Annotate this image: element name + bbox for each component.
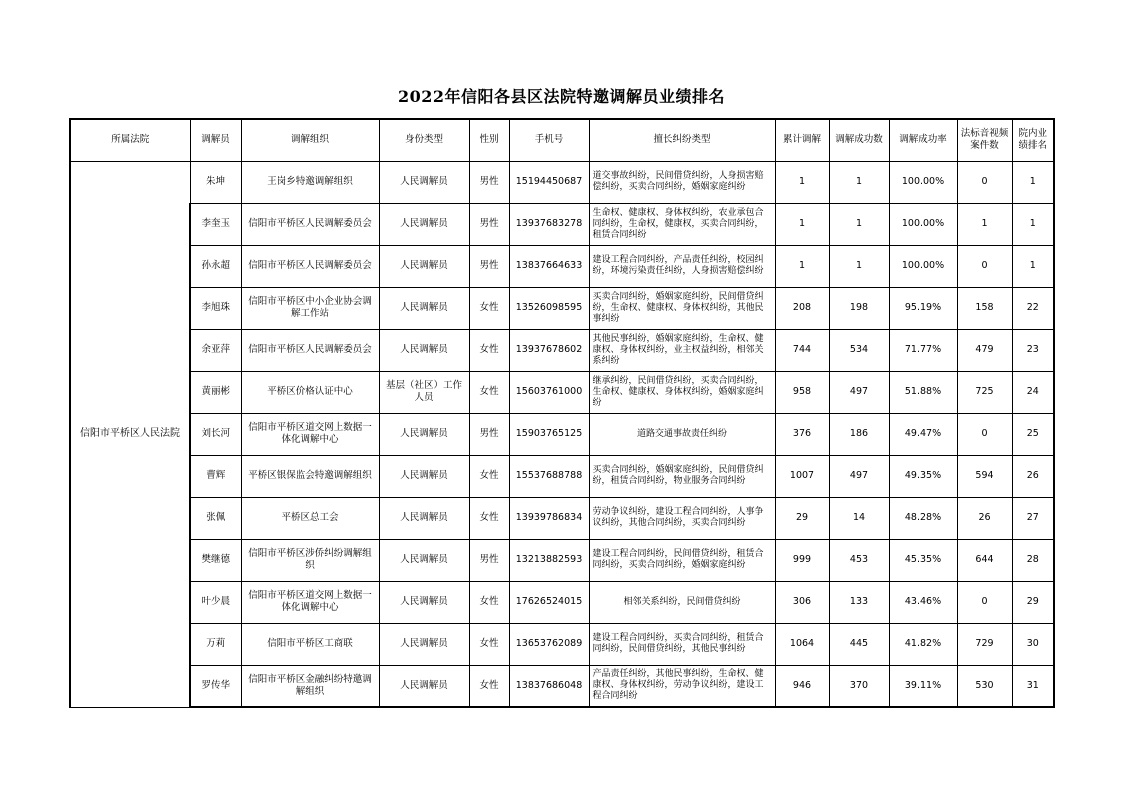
specialty-cell: 生命权、健康权、身体权纠纷，农业承包合同纠纷，生命权，健康权，买卖合同纠纷，租赁合同纠纷 (589, 203, 775, 245)
org-cell: 王岗乡特邀调解组织 (241, 161, 379, 203)
header-org: 调解组织 (241, 119, 379, 161)
success-cell: 445 (829, 623, 889, 665)
rate-cell: 71.77% (889, 329, 957, 371)
total-cell: 999 (775, 539, 829, 581)
specialty-cell: 道路交通事故责任纠纷 (589, 413, 775, 455)
video-cell: 644 (957, 539, 1012, 581)
success-cell: 1 (829, 161, 889, 203)
rank-cell: 31 (1012, 665, 1054, 707)
specialty-cell: 其他民事纠纷，婚姻家庭纠纷，生命权、健康权、身体权纠纷，业主权益纠纷，相邻关系纠纷 (589, 329, 775, 371)
gender-cell: 男性 (469, 539, 509, 581)
total-cell: 306 (775, 581, 829, 623)
phone-cell: 13937678602 (509, 329, 589, 371)
org-cell: 信阳市平桥区金融纠纷特邀调解组织 (241, 665, 379, 707)
table-row (70, 497, 1054, 539)
phone-cell: 13653762089 (509, 623, 589, 665)
specialty-cell: 建设工程合同纠纷，产品责任纠纷，校园纠纷，环境污染责任纠纷，人身损害赔偿纠纷 (589, 245, 775, 287)
total-cell: 208 (775, 287, 829, 329)
rank-cell: 25 (1012, 413, 1054, 455)
specialty-cell: 产品责任纠纷，其他民事纠纷，生命权、健康权、身体权纠纷，劳动争议纠纷，建设工程合同纠纷 (589, 665, 775, 707)
gender-cell: 男性 (469, 161, 509, 203)
phone-cell: 13526098595 (509, 287, 589, 329)
org-cell: 平桥区银保监会特邀调解组织 (241, 455, 379, 497)
header-specialty: 擅长纠纷类型 (589, 119, 775, 161)
mediator-cell: 刘长河 (190, 413, 241, 455)
rank-cell: 1 (1012, 203, 1054, 245)
success-cell: 1 (829, 203, 889, 245)
success-cell: 14 (829, 497, 889, 539)
phone-cell: 15537688788 (509, 455, 589, 497)
rate-cell: 41.82% (889, 623, 957, 665)
rate-cell: 51.88% (889, 371, 957, 413)
gender-cell: 男性 (469, 245, 509, 287)
video-cell: 1 (957, 203, 1012, 245)
org-cell: 信阳市平桥区涉侨纠纷调解组织 (241, 539, 379, 581)
rank-cell: 24 (1012, 371, 1054, 413)
table-row (70, 413, 1054, 455)
rate-cell: 100.00% (889, 203, 957, 245)
identity-cell: 基层（社区）工作人员 (379, 371, 469, 413)
org-cell: 信阳市平桥区中小企业协会调解工作站 (241, 287, 379, 329)
table-row (70, 203, 1054, 245)
gender-cell: 女性 (469, 371, 509, 413)
phone-cell: 13837664633 (509, 245, 589, 287)
total-cell: 29 (775, 497, 829, 539)
total-cell: 1064 (775, 623, 829, 665)
header-gender: 性别 (469, 119, 509, 161)
identity-cell: 人民调解员 (379, 287, 469, 329)
video-cell: 26 (957, 497, 1012, 539)
gender-cell: 女性 (469, 329, 509, 371)
success-cell: 198 (829, 287, 889, 329)
video-cell: 0 (957, 581, 1012, 623)
total-cell: 946 (775, 665, 829, 707)
rate-cell: 49.47% (889, 413, 957, 455)
gender-cell: 女性 (469, 497, 509, 539)
gender-cell: 女性 (469, 455, 509, 497)
page-title: 2022年信阳各县区法院特邀调解员业绩排名 (397, 87, 726, 106)
rank-cell: 1 (1012, 161, 1054, 203)
org-cell: 信阳市平桥区人民调解委员会 (241, 245, 379, 287)
identity-cell: 人民调解员 (379, 581, 469, 623)
org-cell: 信阳市平桥区道交网上数据一体化调解中心 (241, 413, 379, 455)
gender-cell: 男性 (469, 203, 509, 245)
video-cell: 530 (957, 665, 1012, 707)
specialty-cell: 相邻关系纠纷，民间借贷纠纷 (589, 581, 775, 623)
mediator-cell: 李旭珠 (190, 287, 241, 329)
video-cell: 725 (957, 371, 1012, 413)
video-cell: 479 (957, 329, 1012, 371)
gender-cell: 女性 (469, 623, 509, 665)
success-cell: 453 (829, 539, 889, 581)
phone-cell: 13837686048 (509, 665, 589, 707)
table-row (70, 665, 1054, 707)
rate-cell: 45.35% (889, 539, 957, 581)
video-cell: 594 (957, 455, 1012, 497)
header-row (70, 119, 1054, 161)
gender-cell: 女性 (469, 581, 509, 623)
specialty-cell: 建设工程合同纠纷，买卖合同纠纷，租赁合同纠纷，民间借贷纠纷，其他民事纠纷 (589, 623, 775, 665)
identity-cell: 人民调解员 (379, 665, 469, 707)
mediator-cell: 罗传华 (190, 665, 241, 707)
table-row (70, 329, 1054, 371)
table-row (70, 161, 1054, 203)
total-cell: 958 (775, 371, 829, 413)
video-cell: 158 (957, 287, 1012, 329)
rate-cell: 100.00% (889, 245, 957, 287)
specialty-cell: 道交事故纠纷，民间借贷纠纷，人身损害赔偿纠纷，买卖合同纠纷，婚姻家庭纠纷 (589, 161, 775, 203)
rank-cell: 22 (1012, 287, 1054, 329)
identity-cell: 人民调解员 (379, 623, 469, 665)
mediator-cell: 樊继德 (190, 539, 241, 581)
total-cell: 1 (775, 203, 829, 245)
org-cell: 信阳市平桥区道交网上数据一体化调解中心 (241, 581, 379, 623)
table-row (70, 623, 1054, 665)
phone-cell: 17626524015 (509, 581, 589, 623)
table-row (70, 245, 1054, 287)
mediator-cell: 黄丽彬 (190, 371, 241, 413)
total-cell: 744 (775, 329, 829, 371)
rank-cell: 30 (1012, 623, 1054, 665)
org-cell: 信阳市平桥区工商联 (241, 623, 379, 665)
identity-cell: 人民调解员 (379, 245, 469, 287)
rate-cell: 48.28% (889, 497, 957, 539)
mediator-cell: 朱坤 (190, 161, 241, 203)
gender-cell: 女性 (469, 287, 509, 329)
org-cell: 平桥区总工会 (241, 497, 379, 539)
success-cell: 1 (829, 245, 889, 287)
table-row (70, 287, 1054, 329)
mediator-cell: 万莉 (190, 623, 241, 665)
specialty-cell: 买卖合同纠纷，婚姻家庭纠纷，民间借贷纠纷，租赁合同纠纷，物业服务合同纠纷 (589, 455, 775, 497)
header-rank: 院内业绩排名 (1012, 119, 1054, 161)
header-success: 调解成功数 (829, 119, 889, 161)
identity-cell: 人民调解员 (379, 497, 469, 539)
header-mediator: 调解员 (190, 119, 241, 161)
mediator-cell: 李奎玉 (190, 203, 241, 245)
identity-cell: 人民调解员 (379, 161, 469, 203)
specialty-cell: 劳动争议纠纷，建设工程合同纠纷，人事争议纠纷，其他合同纠纷，买卖合同纠纷 (589, 497, 775, 539)
mediator-cell: 张佩 (190, 497, 241, 539)
table-row (70, 371, 1054, 413)
specialty-cell: 买卖合同纠纷，婚姻家庭纠纷，民间借贷纠纷，生命权、健康权、身体权纠纷，其他民事纠纷 (589, 287, 775, 329)
org-cell: 平桥区价格认证中心 (241, 371, 379, 413)
specialty-cell: 建设工程合同纠纷，民间借贷纠纷，租赁合同纠纷，买卖合同纠纷，婚姻家庭纠纷 (589, 539, 775, 581)
rank-cell: 26 (1012, 455, 1054, 497)
gender-cell: 女性 (469, 665, 509, 707)
phone-cell: 13937683278 (509, 203, 589, 245)
rank-cell: 29 (1012, 581, 1054, 623)
identity-cell: 人民调解员 (379, 329, 469, 371)
header-court: 所属法院 (70, 119, 190, 161)
video-cell: 0 (957, 245, 1012, 287)
video-cell: 0 (957, 413, 1012, 455)
org-cell: 信阳市平桥区人民调解委员会 (241, 329, 379, 371)
table-row (70, 581, 1054, 623)
success-cell: 534 (829, 329, 889, 371)
success-cell: 370 (829, 665, 889, 707)
table-row (70, 539, 1054, 581)
gender-cell: 男性 (469, 413, 509, 455)
total-cell: 376 (775, 413, 829, 455)
header-video: 法标音视频案件数 (957, 119, 1012, 161)
video-cell: 0 (957, 161, 1012, 203)
mediator-cell: 余亚萍 (190, 329, 241, 371)
identity-cell: 人民调解员 (379, 413, 469, 455)
rate-cell: 49.35% (889, 455, 957, 497)
rate-cell: 100.00% (889, 161, 957, 203)
mediator-cell: 孙永超 (190, 245, 241, 287)
success-cell: 497 (829, 371, 889, 413)
rank-cell: 23 (1012, 329, 1054, 371)
total-cell: 1 (775, 161, 829, 203)
mediator-cell: 曹辉 (190, 455, 241, 497)
success-cell: 497 (829, 455, 889, 497)
success-cell: 186 (829, 413, 889, 455)
phone-cell: 15903765125 (509, 413, 589, 455)
mediator-cell: 叶少晨 (190, 581, 241, 623)
success-cell: 133 (829, 581, 889, 623)
rate-cell: 43.46% (889, 581, 957, 623)
rate-cell: 39.11% (889, 665, 957, 707)
rank-cell: 28 (1012, 539, 1054, 581)
ranking-table (69, 118, 1055, 708)
court-cell: 信阳市平桥区人民法院 (70, 161, 190, 707)
identity-cell: 人民调解员 (379, 203, 469, 245)
phone-cell: 15603761000 (509, 371, 589, 413)
specialty-cell: 继承纠纷，民间借贷纠纷，买卖合同纠纷，生命权、健康权、身体权纠纷，婚姻家庭纠纷 (589, 371, 775, 413)
header-total: 累计调解 (775, 119, 829, 161)
header-identity: 身份类型 (379, 119, 469, 161)
phone-cell: 13213882593 (509, 539, 589, 581)
phone-cell: 13939786834 (509, 497, 589, 539)
header-phone: 手机号 (509, 119, 589, 161)
identity-cell: 人民调解员 (379, 455, 469, 497)
phone-cell: 15194450687 (509, 161, 589, 203)
rank-cell: 27 (1012, 497, 1054, 539)
total-cell: 1 (775, 245, 829, 287)
header-rate: 调解成功率 (889, 119, 957, 161)
identity-cell: 人民调解员 (379, 539, 469, 581)
org-cell: 信阳市平桥区人民调解委员会 (241, 203, 379, 245)
total-cell: 1007 (775, 455, 829, 497)
video-cell: 729 (957, 623, 1012, 665)
rank-cell: 1 (1012, 245, 1054, 287)
rate-cell: 95.19% (889, 287, 957, 329)
table-row (70, 455, 1054, 497)
